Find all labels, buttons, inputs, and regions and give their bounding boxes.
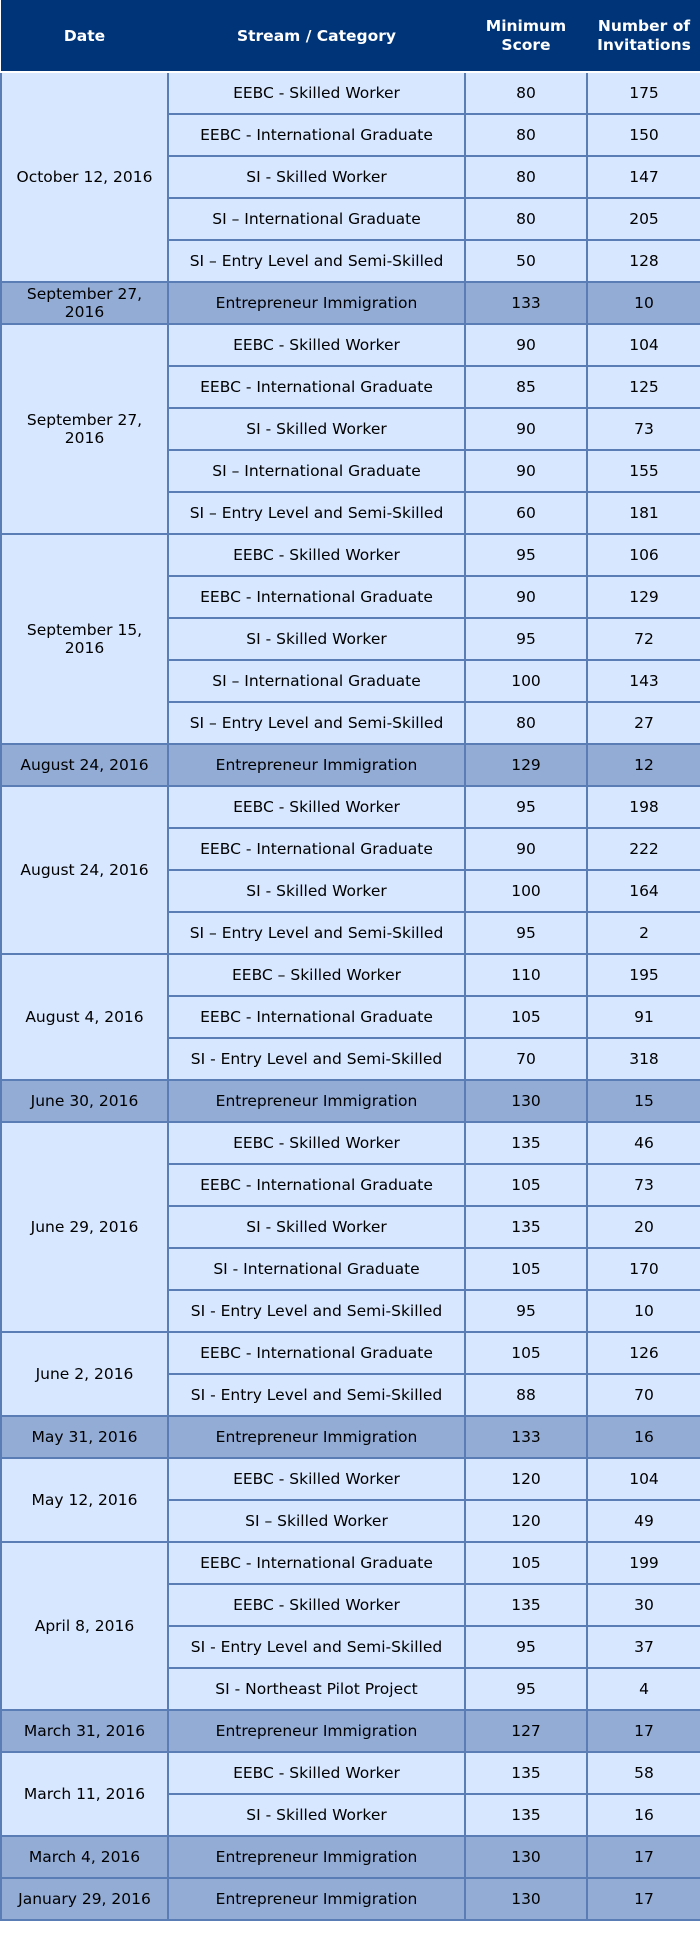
stream-cell: SI – International Graduate xyxy=(168,660,465,702)
date-cell: August 24, 2016 xyxy=(1,744,168,786)
invitations-cell: 205 xyxy=(587,198,700,240)
stream-cell: EEBC - International Graduate xyxy=(168,828,465,870)
minimum-score-cell: 80 xyxy=(465,114,587,156)
minimum-score-cell: 135 xyxy=(465,1794,587,1836)
stream-cell: SI - Skilled Worker xyxy=(168,156,465,198)
minimum-score-cell: 133 xyxy=(465,282,587,324)
header-score-line1: Minimum xyxy=(485,17,567,35)
stream-cell: SI – Entry Level and Semi-Skilled xyxy=(168,240,465,282)
invitations-cell: 73 xyxy=(587,408,700,450)
invitations-cell: 129 xyxy=(587,576,700,618)
stream-cell: EEBC - International Graduate xyxy=(168,1542,465,1584)
minimum-score-cell: 110 xyxy=(465,954,587,996)
invitations-cell: 181 xyxy=(587,492,700,534)
minimum-score-cell: 95 xyxy=(465,1290,587,1332)
header-score-line2: Score xyxy=(501,36,551,54)
stream-cell: EEBC - Skilled Worker xyxy=(168,1752,465,1794)
date-cell: August 4, 2016 xyxy=(1,954,168,1080)
stream-cell: EEBC - International Graduate xyxy=(168,366,465,408)
stream-cell: Entrepreneur Immigration xyxy=(168,744,465,786)
minimum-score-cell: 80 xyxy=(465,198,587,240)
table-row xyxy=(1,1080,700,1122)
header-number-of-invitations xyxy=(587,1,700,73)
minimum-score-cell: 95 xyxy=(465,1626,587,1668)
invitations-cell: 73 xyxy=(587,1164,700,1206)
minimum-score-cell: 95 xyxy=(465,1668,587,1710)
stream-cell: SI - Skilled Worker xyxy=(168,870,465,912)
minimum-score-cell: 90 xyxy=(465,828,587,870)
stream-cell: EEBC - International Graduate xyxy=(168,1332,465,1374)
minimum-score-cell: 127 xyxy=(465,1710,587,1752)
date-cell: August 24, 2016 xyxy=(1,786,168,954)
header-row xyxy=(1,1,700,73)
table-body xyxy=(1,72,700,1920)
header-date xyxy=(1,1,168,73)
minimum-score-cell: 50 xyxy=(465,240,587,282)
table-row xyxy=(1,282,700,324)
minimum-score-cell: 100 xyxy=(465,870,587,912)
stream-cell: Entrepreneur Immigration xyxy=(168,282,465,324)
stream-cell: SI - Entry Level and Semi-Skilled xyxy=(168,1290,465,1332)
minimum-score-cell: 120 xyxy=(465,1458,587,1500)
minimum-score-cell: 105 xyxy=(465,1164,587,1206)
invitations-cell: 46 xyxy=(587,1122,700,1164)
table-row xyxy=(1,1878,700,1920)
stream-cell: SI - Skilled Worker xyxy=(168,408,465,450)
header-date-label: Date xyxy=(63,26,106,45)
invitations-cell: 27 xyxy=(587,702,700,744)
minimum-score-cell: 133 xyxy=(465,1416,587,1458)
invitations-cell: 104 xyxy=(587,1458,700,1500)
minimum-score-cell: 129 xyxy=(465,744,587,786)
invitations-cell: 12 xyxy=(587,744,700,786)
minimum-score-cell: 130 xyxy=(465,1836,587,1878)
table-row xyxy=(1,786,700,828)
minimum-score-cell: 130 xyxy=(465,1878,587,1920)
invitations-cell: 195 xyxy=(587,954,700,996)
minimum-score-cell: 80 xyxy=(465,72,587,114)
stream-cell: Entrepreneur Immigration xyxy=(168,1836,465,1878)
table-row xyxy=(1,954,700,996)
table-row xyxy=(1,1332,700,1374)
invitations-cell: 170 xyxy=(587,1248,700,1290)
date-cell: March 11, 2016 xyxy=(1,1752,168,1836)
stream-cell: EEBC - Skilled Worker xyxy=(168,324,465,366)
minimum-score-cell: 80 xyxy=(465,702,587,744)
header-stream xyxy=(168,1,465,73)
date-cell: June 30, 2016 xyxy=(1,1080,168,1122)
minimum-score-cell: 60 xyxy=(465,492,587,534)
invitations-cell: 222 xyxy=(587,828,700,870)
table-row xyxy=(1,744,700,786)
invitations-cell: 58 xyxy=(587,1752,700,1794)
invitations-cell: 106 xyxy=(587,534,700,576)
stream-cell: SI – Entry Level and Semi-Skilled xyxy=(168,912,465,954)
invitations-cell: 164 xyxy=(587,870,700,912)
stream-cell: Entrepreneur Immigration xyxy=(168,1878,465,1920)
minimum-score-cell: 88 xyxy=(465,1374,587,1416)
minimum-score-cell: 95 xyxy=(465,912,587,954)
header-inv-line1: Number of xyxy=(597,17,691,35)
stream-cell: EEBC – Skilled Worker xyxy=(168,954,465,996)
stream-cell: SI – Skilled Worker xyxy=(168,1500,465,1542)
minimum-score-cell: 130 xyxy=(465,1080,587,1122)
minimum-score-cell: 100 xyxy=(465,660,587,702)
stream-cell: SI – International Graduate xyxy=(168,450,465,492)
stream-cell: SI – Entry Level and Semi-Skilled xyxy=(168,702,465,744)
header-minimum-score xyxy=(465,1,587,73)
date-cell: May 31, 2016 xyxy=(1,1416,168,1458)
date-cell: March 31, 2016 xyxy=(1,1710,168,1752)
minimum-score-cell: 105 xyxy=(465,1332,587,1374)
invitations-cell: 37 xyxy=(587,1626,700,1668)
table-row xyxy=(1,1122,700,1164)
stream-cell: EEBC - Skilled Worker xyxy=(168,72,465,114)
stream-cell: EEBC - International Graduate xyxy=(168,996,465,1038)
invitations-cell: 70 xyxy=(587,1374,700,1416)
stream-cell: EEBC - Skilled Worker xyxy=(168,1122,465,1164)
stream-cell: SI - Entry Level and Semi-Skilled xyxy=(168,1626,465,1668)
minimum-score-cell: 135 xyxy=(465,1206,587,1248)
minimum-score-cell: 80 xyxy=(465,156,587,198)
invitations-cell: 20 xyxy=(587,1206,700,1248)
stream-cell: EEBC - International Graduate xyxy=(168,114,465,156)
invitations-cell: 4 xyxy=(587,1668,700,1710)
date-cell: September 27, 2016 xyxy=(1,324,168,534)
table-row xyxy=(1,1752,700,1794)
invitations-cell: 15 xyxy=(587,1080,700,1122)
table-row xyxy=(1,1836,700,1878)
minimum-score-cell: 95 xyxy=(465,786,587,828)
stream-cell: SI - Skilled Worker xyxy=(168,1794,465,1836)
invitations-cell: 16 xyxy=(587,1416,700,1458)
date-cell: June 29, 2016 xyxy=(1,1122,168,1332)
date-cell: May 12, 2016 xyxy=(1,1458,168,1542)
stream-cell: SI – Entry Level and Semi-Skilled xyxy=(168,492,465,534)
date-cell: March 4, 2016 xyxy=(1,1836,168,1878)
invitations-cell: 150 xyxy=(587,114,700,156)
minimum-score-cell: 135 xyxy=(465,1122,587,1164)
invitations-cell: 49 xyxy=(587,1500,700,1542)
invitations-cell: 198 xyxy=(587,786,700,828)
stream-cell: Entrepreneur Immigration xyxy=(168,1416,465,1458)
table-header xyxy=(1,1,700,73)
invitations-cell: 72 xyxy=(587,618,700,660)
stream-cell: EEBC - Skilled Worker xyxy=(168,786,465,828)
table-row xyxy=(1,1542,700,1584)
minimum-score-cell: 120 xyxy=(465,1500,587,1542)
invitations-cell: 126 xyxy=(587,1332,700,1374)
minimum-score-cell: 105 xyxy=(465,1248,587,1290)
minimum-score-cell: 135 xyxy=(465,1584,587,1626)
minimum-score-cell: 135 xyxy=(465,1752,587,1794)
date-cell: September 27, 2016 xyxy=(1,282,168,324)
invitations-cell: 17 xyxy=(587,1710,700,1752)
minimum-score-cell: 70 xyxy=(465,1038,587,1080)
date-cell: January 29, 2016 xyxy=(1,1878,168,1920)
stream-cell: SI - Skilled Worker xyxy=(168,618,465,660)
date-cell: September 15, 2016 xyxy=(1,534,168,744)
minimum-score-cell: 90 xyxy=(465,450,587,492)
stream-cell: Entrepreneur Immigration xyxy=(168,1710,465,1752)
invitations-cell: 199 xyxy=(587,1542,700,1584)
date-cell: October 12, 2016 xyxy=(1,72,168,282)
invitations-cell: 16 xyxy=(587,1794,700,1836)
date-cell: April 8, 2016 xyxy=(1,1542,168,1710)
invitations-cell: 91 xyxy=(587,996,700,1038)
invitations-cell: 125 xyxy=(587,366,700,408)
stream-cell: EEBC - International Graduate xyxy=(168,1164,465,1206)
stream-cell: Entrepreneur Immigration xyxy=(168,1080,465,1122)
header-inv-line2: Invitations xyxy=(597,36,691,54)
invitations-cell: 175 xyxy=(587,72,700,114)
invitations-cell: 147 xyxy=(587,156,700,198)
stream-cell: EEBC - Skilled Worker xyxy=(168,534,465,576)
invitations-cell: 104 xyxy=(587,324,700,366)
minimum-score-cell: 85 xyxy=(465,366,587,408)
stream-cell: SI - Northeast Pilot Project xyxy=(168,1668,465,1710)
minimum-score-cell: 90 xyxy=(465,408,587,450)
invitations-cell: 2 xyxy=(587,912,700,954)
stream-cell: SI - International Graduate xyxy=(168,1248,465,1290)
minimum-score-cell: 105 xyxy=(465,1542,587,1584)
invitations-cell: 10 xyxy=(587,282,700,324)
minimum-score-cell: 90 xyxy=(465,576,587,618)
invitations-cell: 143 xyxy=(587,660,700,702)
minimum-score-cell: 105 xyxy=(465,996,587,1038)
invitations-cell: 17 xyxy=(587,1878,700,1920)
invitations-cell: 17 xyxy=(587,1836,700,1878)
minimum-score-cell: 95 xyxy=(465,534,587,576)
stream-cell: SI - Skilled Worker xyxy=(168,1206,465,1248)
stream-cell: EEBC - Skilled Worker xyxy=(168,1584,465,1626)
invitations-cell: 155 xyxy=(587,450,700,492)
table-row xyxy=(1,324,700,366)
minimum-score-cell: 90 xyxy=(465,324,587,366)
stream-cell: EEBC - International Graduate xyxy=(168,576,465,618)
stream-cell: EEBC - Skilled Worker xyxy=(168,1458,465,1500)
stream-cell: SI - Entry Level and Semi-Skilled xyxy=(168,1374,465,1416)
date-cell: June 2, 2016 xyxy=(1,1332,168,1416)
table-row xyxy=(1,1416,700,1458)
table-row xyxy=(1,534,700,576)
minimum-score-cell: 95 xyxy=(465,618,587,660)
invitations-cell: 10 xyxy=(587,1290,700,1332)
table-row xyxy=(1,1458,700,1500)
table-row xyxy=(1,1710,700,1752)
stream-cell: SI - Entry Level and Semi-Skilled xyxy=(168,1038,465,1080)
invitations-cell: 30 xyxy=(587,1584,700,1626)
table-row xyxy=(1,72,700,114)
header-stream-label: Stream / Category xyxy=(236,26,397,45)
invitations-cell: 318 xyxy=(587,1038,700,1080)
invitations-cell: 128 xyxy=(587,240,700,282)
stream-cell: SI – International Graduate xyxy=(168,198,465,240)
